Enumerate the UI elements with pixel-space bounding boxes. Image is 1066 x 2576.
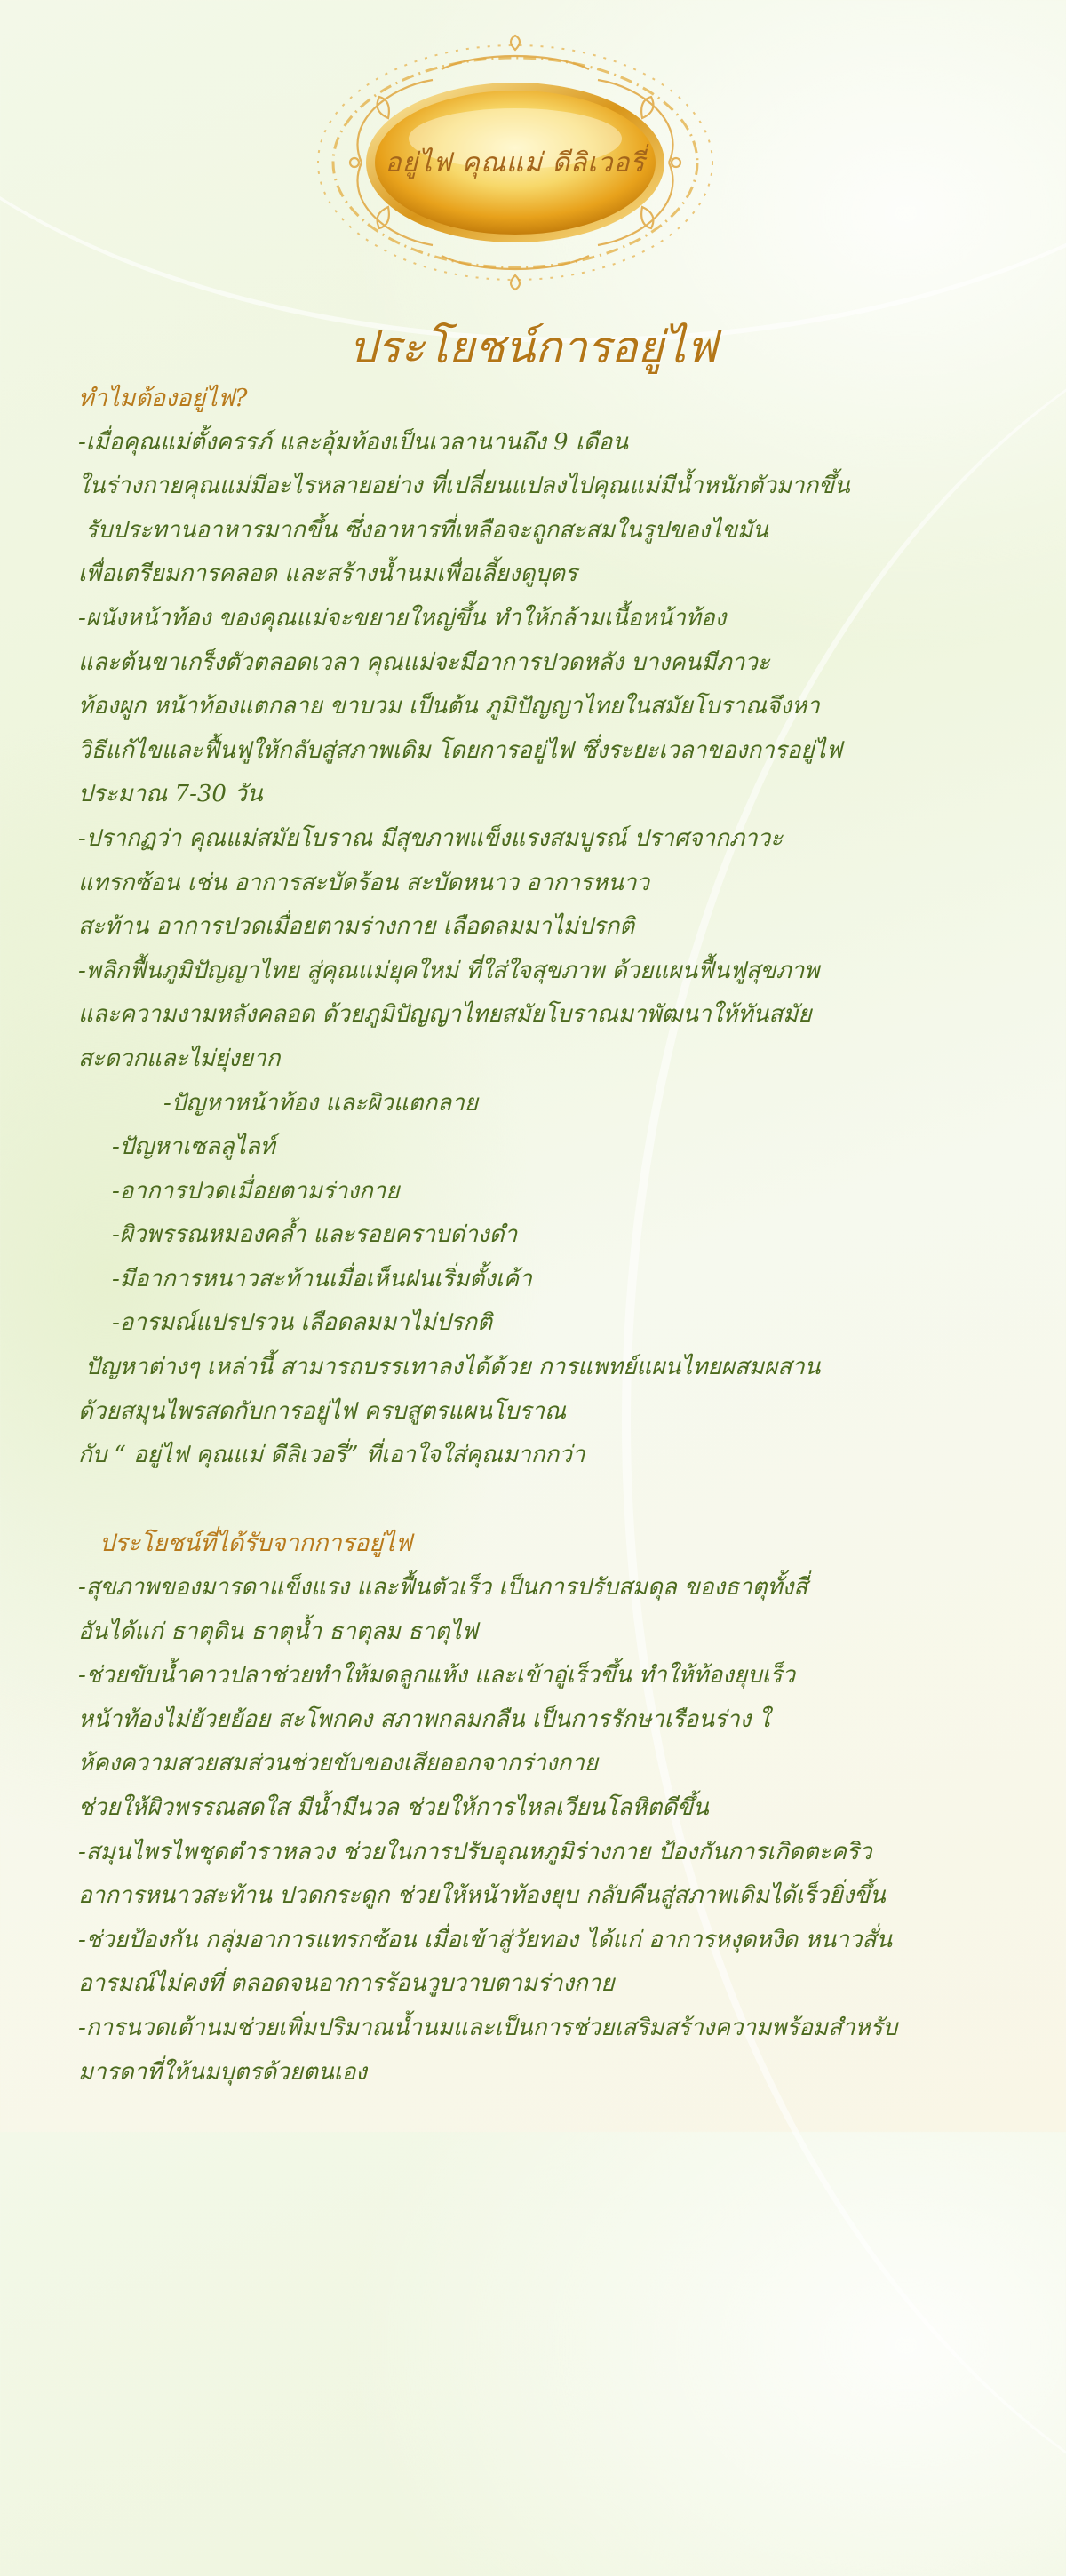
text-line: -พลิกฟื้นภูมิปัญญาไทย สู่คุณแม่ยุคใหม่ ที่ใส่ใจสุขภาพ ด้วยแผนฟื้นฟูสุขภาพ [78,957,820,984]
text-line: -ช่วยป้องกัน กลุ่มอาการแทรกซ้อน เมื่อเข้าสู่วัยทอง ได้แก่ อาการหงุดหงิด หนาวสั่น [78,1926,893,1953]
text-line: และต้นขาเกร็งตัวตลอดเวลา คุณแม่จะมีอาการปวดหลัง บางคนมีภาวะ [78,648,770,676]
text-line: -สุขภาพของมารดาแข็งแรง และฟื้นตัวเร็ว เป็นการปรับสมดุล ของธาตุทั้งสี่ [78,1574,808,1602]
text-line: -การนวดเต้านมช่วยเพิ่มปริมาณน้ำนมและเป็นการช่วยเสริมสร้างความพร้อมสำหรับ [78,2014,898,2041]
text-line: กับ “ อยู่ไฟ คุณแม่ ดีลิเวอรี่” ที่เอาใจใส่คุณมากกว่า [78,1442,585,1469]
text-line: สะท้าน อาการปวดเมื่อยตามร่างกาย เลือดลมมาไม่ปรกติ [78,913,635,941]
spacer [78,1478,1020,1523]
problem-item: -อาการปวดเมื่อยตามร่างกาย [112,1177,400,1205]
text-line: วิธีแก้ไขและฟื้นฟูให้กลับสู่สภาพเดิม โดยการอยู่ไฟ ซึ่งระยะเวลาของการอยู่ไฟ [78,736,843,764]
text-line: มารดาที่ให้นมบุตรด้วยตนเอง [78,2058,367,2086]
text-line: ประมาณ 7-30 วัน [78,781,263,808]
page-title: ประโยชน์การอยู่ไฟ [348,322,718,373]
text-line: -เมื่อคุณแม่ตั้งครรภ์ และอุ้มท้องเป็นเวลานานถึง 9 เดือน [78,428,628,456]
text-line: -ปรากฏว่า คุณแม่สมัยโบราณ มีสุขภาพแข็งแรงสมบูรณ์ ปราศจากภาวะ [78,824,784,852]
text-line: หน้าท้องไม่ย้วยย้อย สะโพกคง สภาพกลมกลืน เป็นการรักษาเรือนร่าง ใ [78,1705,770,1733]
text-line: อาการหนาวสะท้าน ปวดกระดูก ช่วยให้หน้าท้องยุบ กลับคืนสู่สภาพเดิมได้เร็วยิ่งขึ้น [78,1882,886,1910]
problem-item: -ปัญหาเซลลูไลท์ [112,1133,275,1161]
text-line: เพื่อเตรียมการคลอด และสร้างน้ำนมเพื่อเลี้ยงดูบุตร [78,561,577,588]
text-line: รับประทานอาหารมากขึ้น ซึ่งอาหารที่เหลือจะถูกสะสมในรูปของไขมัน [85,516,768,544]
text-line: แทรกซ้อน เช่น อาการสะบัดร้อน สะบัดหนาว อาการหนาว [78,869,650,896]
text-line: -ผนังหน้าท้อง ของคุณแม่จะขยายใหญ่ขึ้น ทำให้กล้ามเนื้อหน้าท้อง [78,604,727,632]
brand-medallion [308,34,722,291]
text-line: สะดวกและไม่ยุ่งยาก [78,1045,281,1072]
text-line: และความงามหลังคลอด ด้วยภูมิปัญญาไทยสมัยโบราณมาพัฒนาให้ทันสมัย [78,1001,812,1029]
text-line: ท้องผูก หน้าท้องแตกลาย ขาบวม เป็นต้น ภูมิปัญญาไทยในสมัยโบราณจึงหา [78,693,820,720]
text-line: อันได้แก่ ธาตุดิน ธาตุน้ำ ธาตุลม ธาตุไฟ [78,1618,478,1645]
problem-item: -มีอาการหนาวสะท้านเมื่อเห็นฝนเริ่มตั้งเค้า [112,1265,532,1292]
section-heading: ทำไมต้องอยู่ไฟ? [78,385,248,412]
text-line: ช่วยให้ผิวพรรณสดใส มีน้ำมีนวล ช่วยให้การไหลเวียนโลหิตดีขึ้น [78,1794,709,1821]
text-line: -ช่วยขับน้ำคาวปลาช่วยทำให้มดลูกแห้ง และเข้าอู่เร็วขึ้น ทำให้ท้องยุบเร็ว [78,1662,796,1690]
text-line: ในร่างกายคุณแม่มีอะไรหลายอย่าง ที่เปลี่ยนแปลงไปคุณแม่มีน้ำหนักตัวมากขึ้น [78,473,850,500]
text-line: อารมณ์ไม่คงที่ ตลอดจนอาการร้อนวูบวาบตามร่างกาย [78,1970,615,1998]
article-body [78,377,1020,2095]
problem-item: -อารมณ์แปรปรวน เลือดลมมาไม่ปรกติ [112,1309,492,1337]
problem-item: -ผิวพรรณหมองคล้ำ และรอยคราบด่างดำ [112,1221,518,1249]
problem-item: -ปัญหาหน้าท้อง และผิวแตกลาย [163,1089,479,1117]
section-heading: ประโยชน์ที่ได้รับจากการอยู่ไฟ [99,1530,412,1558]
text-line: ด้วยสมุนไพรสดกับการอยู่ไฟ ครบสูตรแผนโบราณ [78,1397,567,1425]
text-line: -สมุนไพรไพชุดตำราหลวง ช่วยในการปรับอุณหภูมิร่างกาย ป้องกันการเกิดตะคริว [78,1838,872,1865]
text-line: ปัญหาต่างๆ เหล่านี้ สามารถบรรเทาลงได้ด้วย การแพทย์แผนไทยผสมผสาน [85,1354,821,1381]
brand-name: อยู่ไฟ คุณแม่ ดีลิเวอรี่ [385,147,646,179]
text-line: ห้คงความสวยสมส่วนช่วยขับของเสียออกจากร่างกาย [78,1750,599,1777]
